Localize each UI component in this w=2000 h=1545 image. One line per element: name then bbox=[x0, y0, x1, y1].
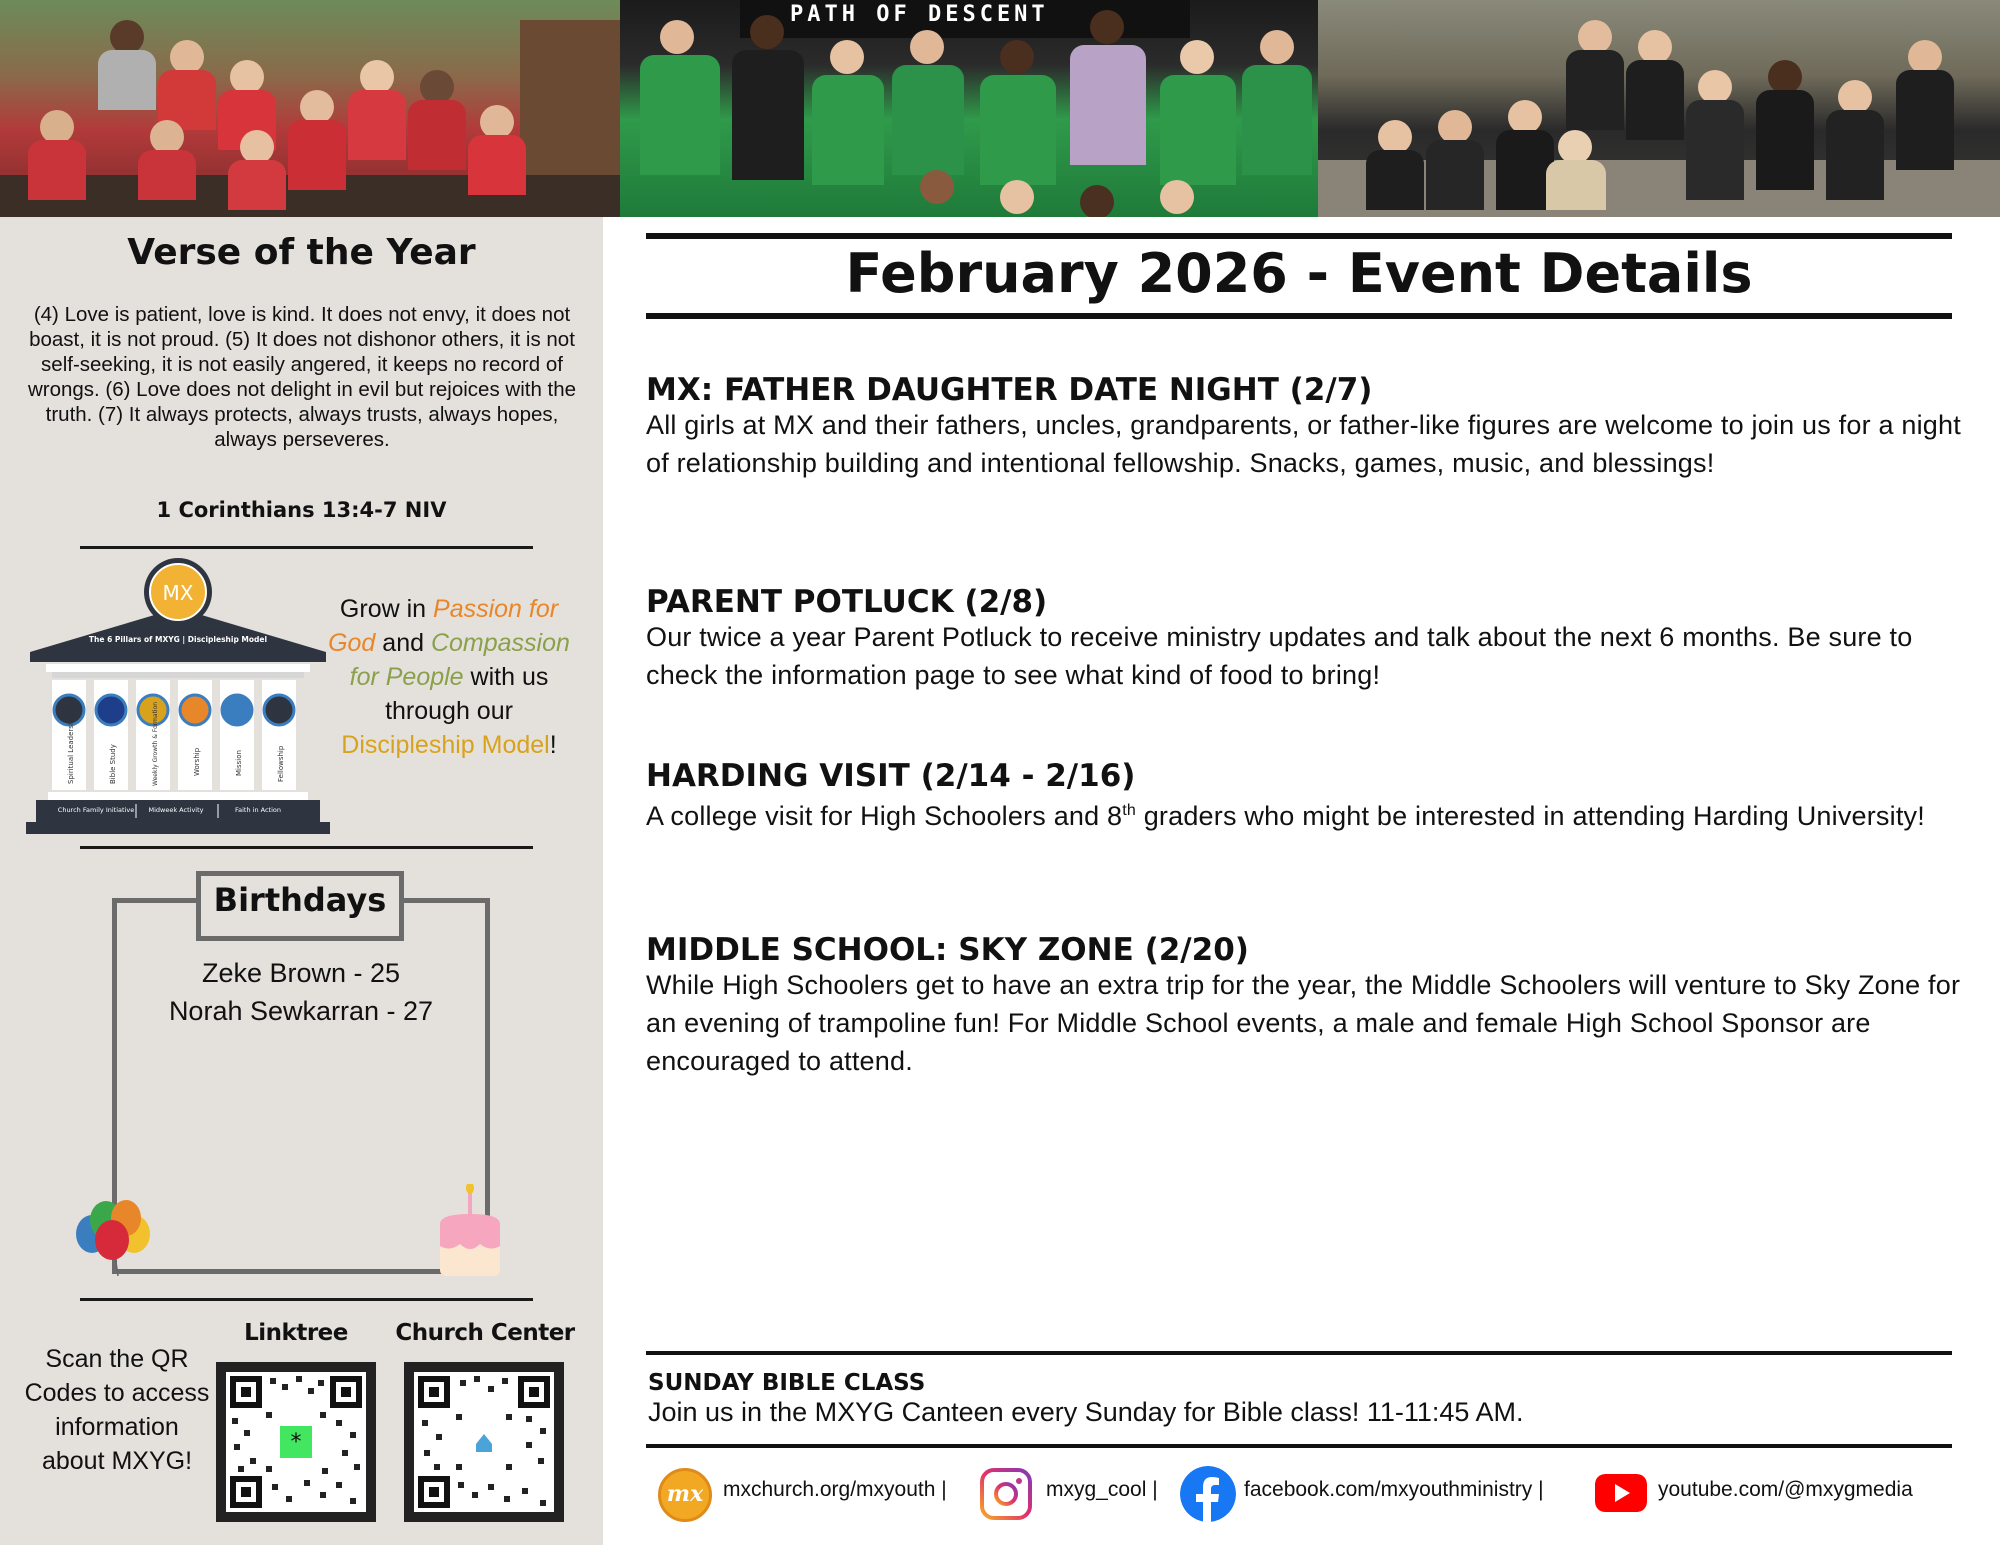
divider bbox=[646, 1444, 1952, 1448]
discipleship-tagline bbox=[318, 592, 580, 762]
divider bbox=[80, 546, 533, 549]
sunday-class-title: SUNDAY BIBLE CLASS bbox=[648, 1370, 926, 1396]
facebook-link[interactable]: facebook.com/mxyouthministry | bbox=[1244, 1478, 1544, 1501]
event-text: A college visit for High Schoolers and 8 bbox=[646, 801, 1123, 831]
youtube-link[interactable]: youtube.com/@mxygmedia bbox=[1658, 1478, 1913, 1501]
balloons-icon bbox=[72, 1198, 156, 1278]
birthdays-title: Birthdays bbox=[213, 881, 387, 919]
mx-logo-icon[interactable] bbox=[658, 1468, 712, 1522]
qr-pattern-icon bbox=[226, 1372, 366, 1512]
verse-reference: 1 Corinthians 13:4-7 NIV bbox=[156, 498, 447, 522]
church-center-qr-code[interactable] bbox=[404, 1362, 564, 1522]
passion-for-god: Passion for God bbox=[328, 595, 559, 657]
event-description: Our twice a year Parent Potluck to receive ministry updates and talk about the next 6 months. Be sure to check the information page to see what kind of food to bring! bbox=[646, 622, 1913, 690]
linktree-label: Linktree bbox=[244, 1320, 348, 1346]
website-link[interactable]: mxchurch.org/mxyouth | bbox=[723, 1478, 947, 1501]
pillar-label: Mission bbox=[235, 750, 243, 776]
six-pillars-diagram bbox=[26, 556, 330, 840]
pillar-label: Fellowship bbox=[277, 745, 285, 782]
youtube-icon[interactable] bbox=[1595, 1474, 1647, 1512]
birthday-cake-icon bbox=[434, 1184, 506, 1284]
birthday-item: Norah Sewkarran - 27 bbox=[168, 996, 434, 1026]
group-photo-black-shirts bbox=[1318, 0, 2000, 217]
compassion-for-people: Compassion for People bbox=[349, 629, 570, 691]
tagline-text: with us through our bbox=[385, 663, 549, 725]
scan-qr-text: Scan the QR Codes to access information about MXYG! bbox=[24, 1345, 210, 1475]
event-text-superscript: th bbox=[1122, 802, 1137, 819]
event-title: PARENT POTLUCK (2/8) bbox=[646, 584, 1048, 620]
group-photo-red-shirts bbox=[0, 0, 620, 217]
title-rule-bottom bbox=[646, 313, 1952, 319]
event-description bbox=[646, 792, 1966, 835]
event-title: MX: FATHER DAUGHTER DATE NIGHT (2/7) bbox=[646, 372, 1373, 408]
page-title: February 2026 - Event Details bbox=[845, 242, 1753, 305]
pillar-base-label: Midweek Activity bbox=[148, 806, 204, 814]
divider bbox=[80, 1298, 533, 1301]
event-description: While High Schoolers get to have an extra trip for the year, the Middle Schoolers will venture to Sky Zone for an evening of trampoline fun! For Middle School events, a male and female High School Sponsor are encouraged to attend. bbox=[646, 970, 1961, 1076]
pillar-label: Worship bbox=[193, 747, 201, 776]
pillar-label: Weekly Growth & Formation bbox=[152, 701, 159, 786]
pillar-label: Spiritual Leadership bbox=[67, 714, 75, 784]
verse-title: Verse of the Year bbox=[127, 232, 476, 273]
church-center-label: Church Center bbox=[395, 1320, 575, 1346]
event-text: graders who might be interested in attending Harding University! bbox=[1136, 801, 1925, 831]
facebook-icon[interactable] bbox=[1180, 1466, 1236, 1522]
pillars-title: The 6 Pillars of MXYG | Discipleship Model bbox=[88, 635, 268, 644]
photo-banner-text: PATH OF DESCENT bbox=[790, 2, 1049, 27]
instagram-icon[interactable] bbox=[980, 1468, 1032, 1520]
tagline-text: ! bbox=[549, 731, 557, 759]
tagline-text: and bbox=[375, 629, 431, 657]
pillars-logo-text: MX bbox=[162, 581, 194, 605]
mx-logo-text: mx bbox=[666, 1481, 704, 1507]
event-title: MIDDLE SCHOOL: SKY ZONE (2/20) bbox=[646, 932, 1249, 968]
sunday-class-body: Join us in the MXYG Canteen every Sunday for Bible class! 11-11:45 AM. bbox=[648, 1397, 1524, 1427]
svg-text:*: * bbox=[290, 1430, 302, 1455]
qr-pattern-icon bbox=[414, 1372, 554, 1512]
group-photo-green-shirts bbox=[620, 0, 1318, 217]
tagline-text: Grow in bbox=[339, 595, 434, 623]
linktree-qr-code[interactable] bbox=[216, 1362, 376, 1522]
verse-text: (4) Love is patient, love is kind. It does not envy, it does not boast, it is not proud. (5) It does not dishonor others, it is not self-seeking, it is not easily angered, it keeps no record of wrongs. (6) Love does not delight in evil but rejoices with the truth. (7) It always protects, always trusts, always hopes, always perseveres. bbox=[27, 303, 577, 451]
title-rule-top bbox=[646, 233, 1952, 239]
instagram-link[interactable]: mxyg_cool | bbox=[1046, 1478, 1158, 1501]
birthday-item: Zeke Brown - 25 bbox=[201, 958, 401, 988]
event-description: All girls at MX and their fathers, uncles, grandparents, or father-like figures are welcome to join us for a night of relationship building and intentional fellowship. Snacks, games, music, and blessings! bbox=[646, 410, 1961, 478]
divider bbox=[80, 846, 533, 849]
event-title: HARDING VISIT (2/14 - 2/16) bbox=[646, 758, 1136, 794]
discipleship-model: Discipleship Model bbox=[341, 731, 550, 759]
pillar-base-label: Church Family Initiative bbox=[57, 806, 135, 814]
pillar-columns bbox=[52, 680, 296, 790]
pillar-base-label: Faith in Action bbox=[234, 806, 282, 814]
divider bbox=[646, 1351, 1952, 1355]
pillar-label: Bible Study bbox=[109, 744, 117, 784]
